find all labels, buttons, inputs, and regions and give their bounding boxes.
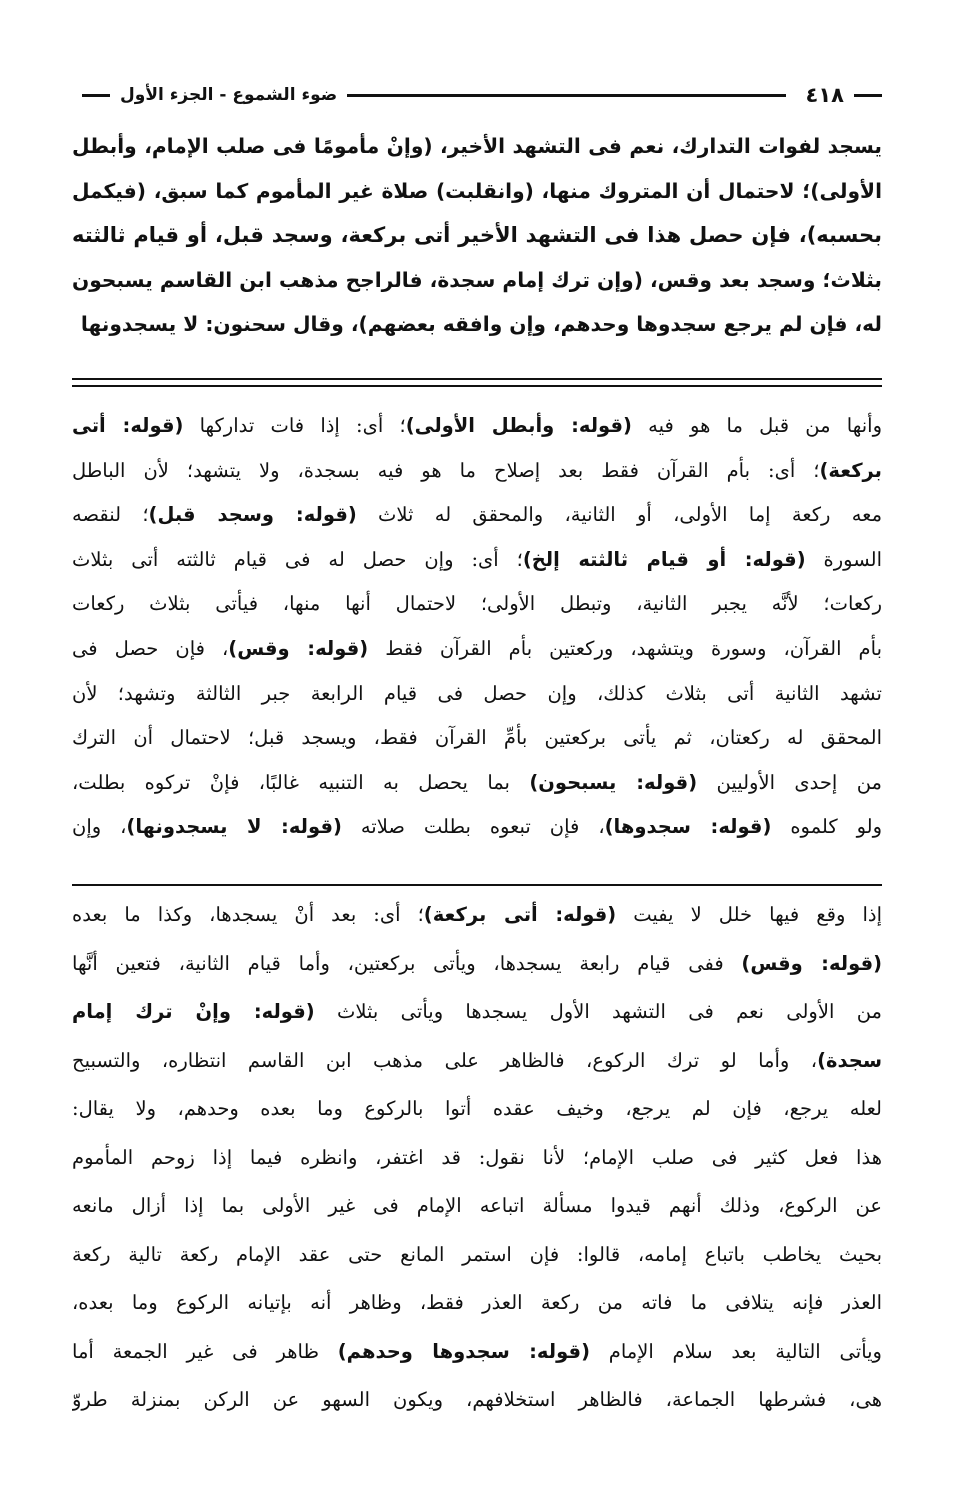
main-text-line: له، فإن لم يرجع سجدوها وحدهم، وإن وافقه بعضهم)، وقال سحنون: لا يسجدونها bbox=[80, 312, 882, 336]
quote-marker: (قوله: أتى بركعة) bbox=[423, 903, 617, 926]
marginalia-text bbox=[72, 891, 882, 1425]
header-rule bbox=[347, 94, 785, 97]
marginalia-line: من الأولى نعم فى التشهد الأول يسجدها ويأتى بثلاث (قوله: وإنْ ترك إمام bbox=[72, 1000, 882, 1023]
commentary-line: بأم القرآن، وسورة ويتشهد، وركعتين بأم القرآن فقط (قوله: وقس)، فإن حصل فى bbox=[72, 636, 882, 660]
commentary-line: السورة (قوله: أو قيام ثالثته إلخ)؛ أى: وإن حصل له فى قيام ثالثته أتى بثلاث bbox=[72, 547, 882, 571]
quote-marker: (قوله: وقس) bbox=[741, 951, 882, 975]
running-header bbox=[72, 78, 882, 112]
quote-marker: (قوله: أو قيام ثالثته إلخ) bbox=[522, 547, 806, 571]
commentary-line: المحقق له ركعتان، ثم يأتى بركعتين بأمِّ القرآن فقط، ويسجد قبل؛ لاحتمال أن الترك bbox=[72, 726, 882, 750]
marginalia-line: العذر فإنه يتلافى ما فاته من ركعة العذر فقط، وظاهر أنه بإتيانه الركوع وما بعده، bbox=[72, 1291, 882, 1314]
quote-marker: (قوله: سجدوها وحدهم) bbox=[337, 1339, 590, 1363]
double-separator bbox=[72, 378, 882, 387]
marginalia-line: عن الركوع، وذلك أنهم قيدوا مسألة اتباعه الإمام فى غير الأولى بما إذا أزال مانعه bbox=[72, 1194, 882, 1217]
marginalia-line: ويأتى التالية بعد سلام الإمام (قوله: سجدوها وحدهم) ظاهر فى غير الجمعة أما bbox=[72, 1339, 882, 1363]
marginalia-line: (قوله: وقس) ففى قيام رابعة يسجدها، ويأتى بركعتين، وأما قيام الثانية، فتعين أنَّها bbox=[72, 951, 882, 975]
commentary-line: من إحدى الأوليين (قوله: يسبحون) بما يحصل به التنبيه غالبًا، فإنْ تركوه بطلت، bbox=[72, 770, 882, 794]
quote-marker: سجدة) bbox=[817, 1048, 882, 1072]
main-text-line: بحسبه)، فإن حصل هذا فى التشهد الأخير أتى بركعة، وسجد قبل، أو قيام ثالثته bbox=[72, 223, 882, 247]
marginalia-line: لعله يرجع، فإن لم يرجع، وخيف عقده أتوا بالركوع وما بعده وحدهم، ولا يقال: bbox=[72, 1097, 882, 1120]
commentary-line: وأنها من قبل ما هو فيه (قوله: وأبطل الأولى)؛ أى: إذا فات تداركها (قوله: أتى bbox=[72, 414, 882, 437]
commentary-line: ركعات؛ لأنَّه يجبر الثانية، وتبطل الأولى؛ لاحتمال أنها منها، فيأتى بثلاث ركعات bbox=[72, 592, 882, 616]
marginalia-line: بحيث يخاطب باتباع إمامه، قالوا: فإن استمر المانع حتى عقد الإمام ركعة تالية ركعة bbox=[72, 1242, 882, 1266]
marginalia-line: هذا فعل كثير فى صلب الإمام؛ لأنا نقول: قد اغتفر، وانظره فيما إذا زوحم المأموم bbox=[72, 1145, 882, 1169]
quote-marker: (قوله: وإنْ ترك إمام bbox=[72, 1000, 315, 1023]
commentary-line: معه ركعة إما الأولى، أو الثانية، والمحقق له ثلاث (قوله: وسجد قبل)؛ لنقصه bbox=[72, 503, 882, 527]
quote-marker: (قوله: وقس) bbox=[228, 636, 369, 660]
quote-marker: (قوله: وسجد قبل) bbox=[148, 503, 357, 527]
quote-marker: (قوله: سجدوها) bbox=[604, 815, 772, 839]
main-text-line: يسجد لفوات التدارك، نعم فى التشهد الأخير، (وإنْ مأمومًا فى صلب الإمام، وأبطل bbox=[72, 134, 882, 158]
marginalia-line: إذا وقع فيها خلل لا يفيت (قوله: أتى بركعة)؛ أى: بعد أنْ يسجدها، وكذا ما بعده bbox=[72, 903, 882, 926]
quote-marker: بركعة) bbox=[819, 458, 882, 482]
page-number: ٤١٨ bbox=[805, 83, 844, 107]
quote-marker: (قوله: لا يسجدونها) bbox=[126, 815, 342, 839]
quote-marker: (قوله: يسبحون) bbox=[529, 770, 698, 794]
marginalia-line: سجدة)، وأما لو ترك الركوع، فالظاهر على مذهب ابن القاسم انتظاره، والتسبيح bbox=[72, 1048, 882, 1072]
single-separator bbox=[72, 884, 882, 886]
header-rule-lead bbox=[854, 94, 882, 97]
quote-marker: (قوله: وأبطل الأولى) bbox=[405, 414, 632, 437]
commentary-line: تشهد الثانية أتى بثلاث كذلك، وإن حصل فى قيام الرابعة جبر الثالثة وتشهد؛ لأن bbox=[72, 681, 882, 705]
commentary-text bbox=[72, 404, 882, 850]
commentary-line: ولو كلموه (قوله: سجدوها)، فإن تبعوه بطلت صلاته (قوله: لا يسجدونها)، وإن bbox=[72, 815, 882, 839]
commentary-line: بركعة)؛ أى: بأم القرآن فقط بعد إصلاح ما هو فيه بسجدة، ولا يتشهد؛ لأن الباطل bbox=[72, 458, 882, 482]
header-rule-trail bbox=[82, 94, 110, 97]
main-text bbox=[72, 124, 882, 347]
book-title: ضوء الشموع - الجزء الأول bbox=[120, 85, 338, 105]
main-text-line: بثلاث؛ وسجد بعد وقس، (وإن ترك إمام سجدة، فالراجح مذهب ابن القاسم يسبحون bbox=[72, 267, 882, 292]
main-text-line: الأولى)؛ لاحتمال أن المتروك منها، (وانقلبت) صلاة غير المأموم كما سبق، (فيكمل bbox=[72, 178, 882, 203]
quote-marker: (قوله: أتى bbox=[72, 414, 184, 437]
marginalia-line: هى، فشرطها الجماعة، فالظاهر استخلافهم، ويكون السهو عن الركن بمنزلة طروّ bbox=[72, 1388, 882, 1411]
